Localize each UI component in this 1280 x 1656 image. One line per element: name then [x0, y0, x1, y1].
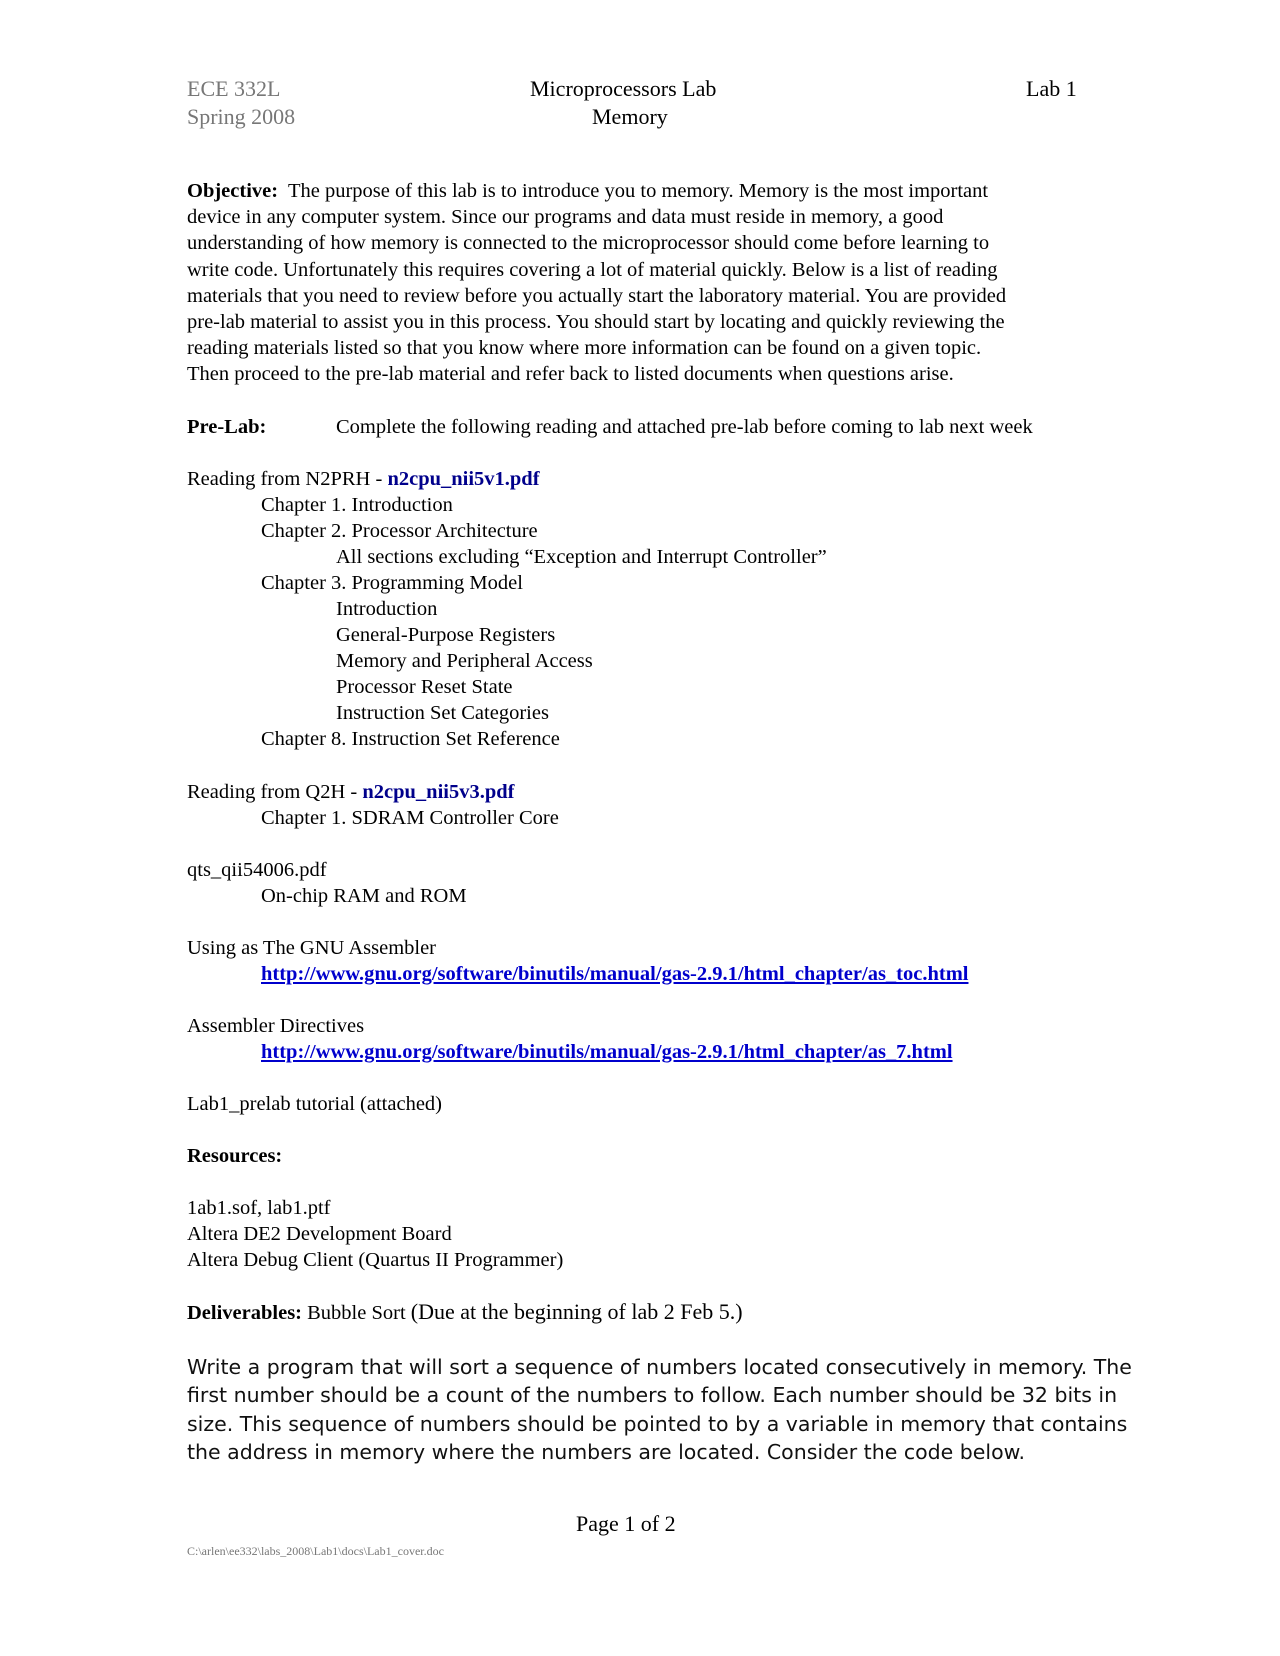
reading2-ch1: Chapter 1. SDRAM Controller Core — [261, 807, 559, 829]
gnu-title: Using as The GNU Assembler — [187, 937, 437, 959]
reading1-ch3-item: Memory and Peripheral Access — [336, 650, 593, 672]
reading2-intro: Reading from Q2H - n2cpu_nii5v3.pdf — [187, 781, 515, 803]
page-subtitle: Memory — [592, 104, 668, 129]
objective-line: Then proceed to the pre-lab material and refer back to listed documents when questions arise. — [187, 363, 954, 386]
directives-link[interactable]: http://www.gnu.org/software/binutils/manual/gas-2.9.1/html_chapter/as_7.html — [261, 1041, 953, 1063]
lab-number: Lab 1 — [1026, 76, 1077, 101]
assignment-paragraph — [187, 1353, 1132, 1466]
resources-label: Resources: — [187, 1145, 283, 1167]
reading1-ch1: Chapter 1. Introduction — [261, 494, 453, 516]
reading1-ch3-item: Instruction Set Categories — [336, 702, 549, 724]
objective-label: Objective: — [187, 180, 279, 202]
qts-file: qts_qii54006.pdf — [187, 859, 327, 881]
reading1-ch2-note: All sections excluding “Exception and Interrupt Controller” — [336, 546, 827, 568]
deliverables-line — [187, 1299, 743, 1326]
deliverables-label: Deliverables: — [187, 1302, 302, 1324]
course-code: ECE 332L — [187, 76, 281, 101]
assignment-line: size. This sequence of numbers should be pointed to by a variable in memory that contains — [187, 1411, 1128, 1436]
prelab-text: Complete the following reading and attached pre-lab before coming to lab next week — [336, 416, 1033, 438]
objective-line: reading materials listed so that you know where more information can be found on a given topic. — [187, 337, 982, 360]
reading1-ch8: Chapter 8. Instruction Set Reference — [261, 728, 560, 750]
reading1-intro: Reading from N2PRH - n2cpu_nii5v1.pdf — [187, 468, 540, 490]
page-number: Page 1 of 2 — [576, 1511, 676, 1536]
page-title: Microprocessors Lab — [530, 76, 717, 101]
reading1-ch3-item: Processor Reset State — [336, 676, 513, 698]
reading1-ch3: Chapter 3. Programming Model — [261, 572, 523, 594]
resource-item: Altera Debug Client (Quartus II Programmer) — [187, 1249, 564, 1271]
objective-paragraph — [187, 178, 1117, 388]
gnu-link[interactable]: http://www.gnu.org/software/binutils/manual/gas-2.9.1/html_chapter/as_toc.html — [261, 963, 969, 985]
reading1-ch2: Chapter 2. Processor Architecture — [261, 520, 538, 542]
objective-line: device in any computer system. Since our programs and data must reside in memory, a good — [187, 206, 944, 229]
assignment-line: Write a program that will sort a sequence of numbers located consecutively in memory. The — [187, 1355, 1132, 1379]
resource-item: Altera DE2 Development Board — [187, 1223, 452, 1245]
objective-line: pre-lab material to assist you in this process. You should start by locating and quickly reviewing the — [187, 311, 1005, 334]
reading1-ch3-item: General-Purpose Registers — [336, 624, 556, 646]
assignment-line: the address in memory where the numbers are located. Consider the code below. — [187, 1439, 1026, 1464]
deliverables-due: (Due at the beginning of lab 2 Feb 5.) — [410, 1299, 743, 1324]
reading2-file[interactable]: n2cpu_nii5v3.pdf — [362, 781, 515, 803]
objective-line: materials that you need to review before you actually start the laboratory material. You are provided — [187, 284, 1007, 307]
directives-title: Assembler Directives — [187, 1015, 365, 1037]
assignment-line: first number should be a count of the numbers to follow. Each number should be 32 bits in — [187, 1383, 1118, 1408]
objective-line: Objective: The purpose of this lab is to introduce you to memory. Memory is the most important — [187, 180, 989, 202]
tutorial-text: Lab1_prelab tutorial (attached) — [187, 1093, 442, 1115]
objective-line: write code. Unfortunately this requires covering a lot of material quickly. Below is a list of reading — [187, 258, 998, 281]
footer-file-path: C:\arlen\ee332\labs_2008\Lab1\docs\Lab1_cover.doc — [187, 1544, 444, 1558]
resource-item: 1ab1.sof, lab1.ptf — [187, 1197, 331, 1219]
course-term: Spring 2008 — [187, 104, 296, 129]
qts-item: On-chip RAM and ROM — [261, 885, 467, 907]
objective-line: understanding of how memory is connected to the microprocessor should come before learning to — [187, 232, 990, 255]
reading1-file[interactable]: n2cpu_nii5v1.pdf — [387, 468, 540, 490]
deliverables-text: Bubble Sort — [302, 1302, 411, 1324]
prelab-label: Pre-Lab: — [187, 416, 267, 438]
reading1-ch3-item: Introduction — [336, 598, 438, 620]
